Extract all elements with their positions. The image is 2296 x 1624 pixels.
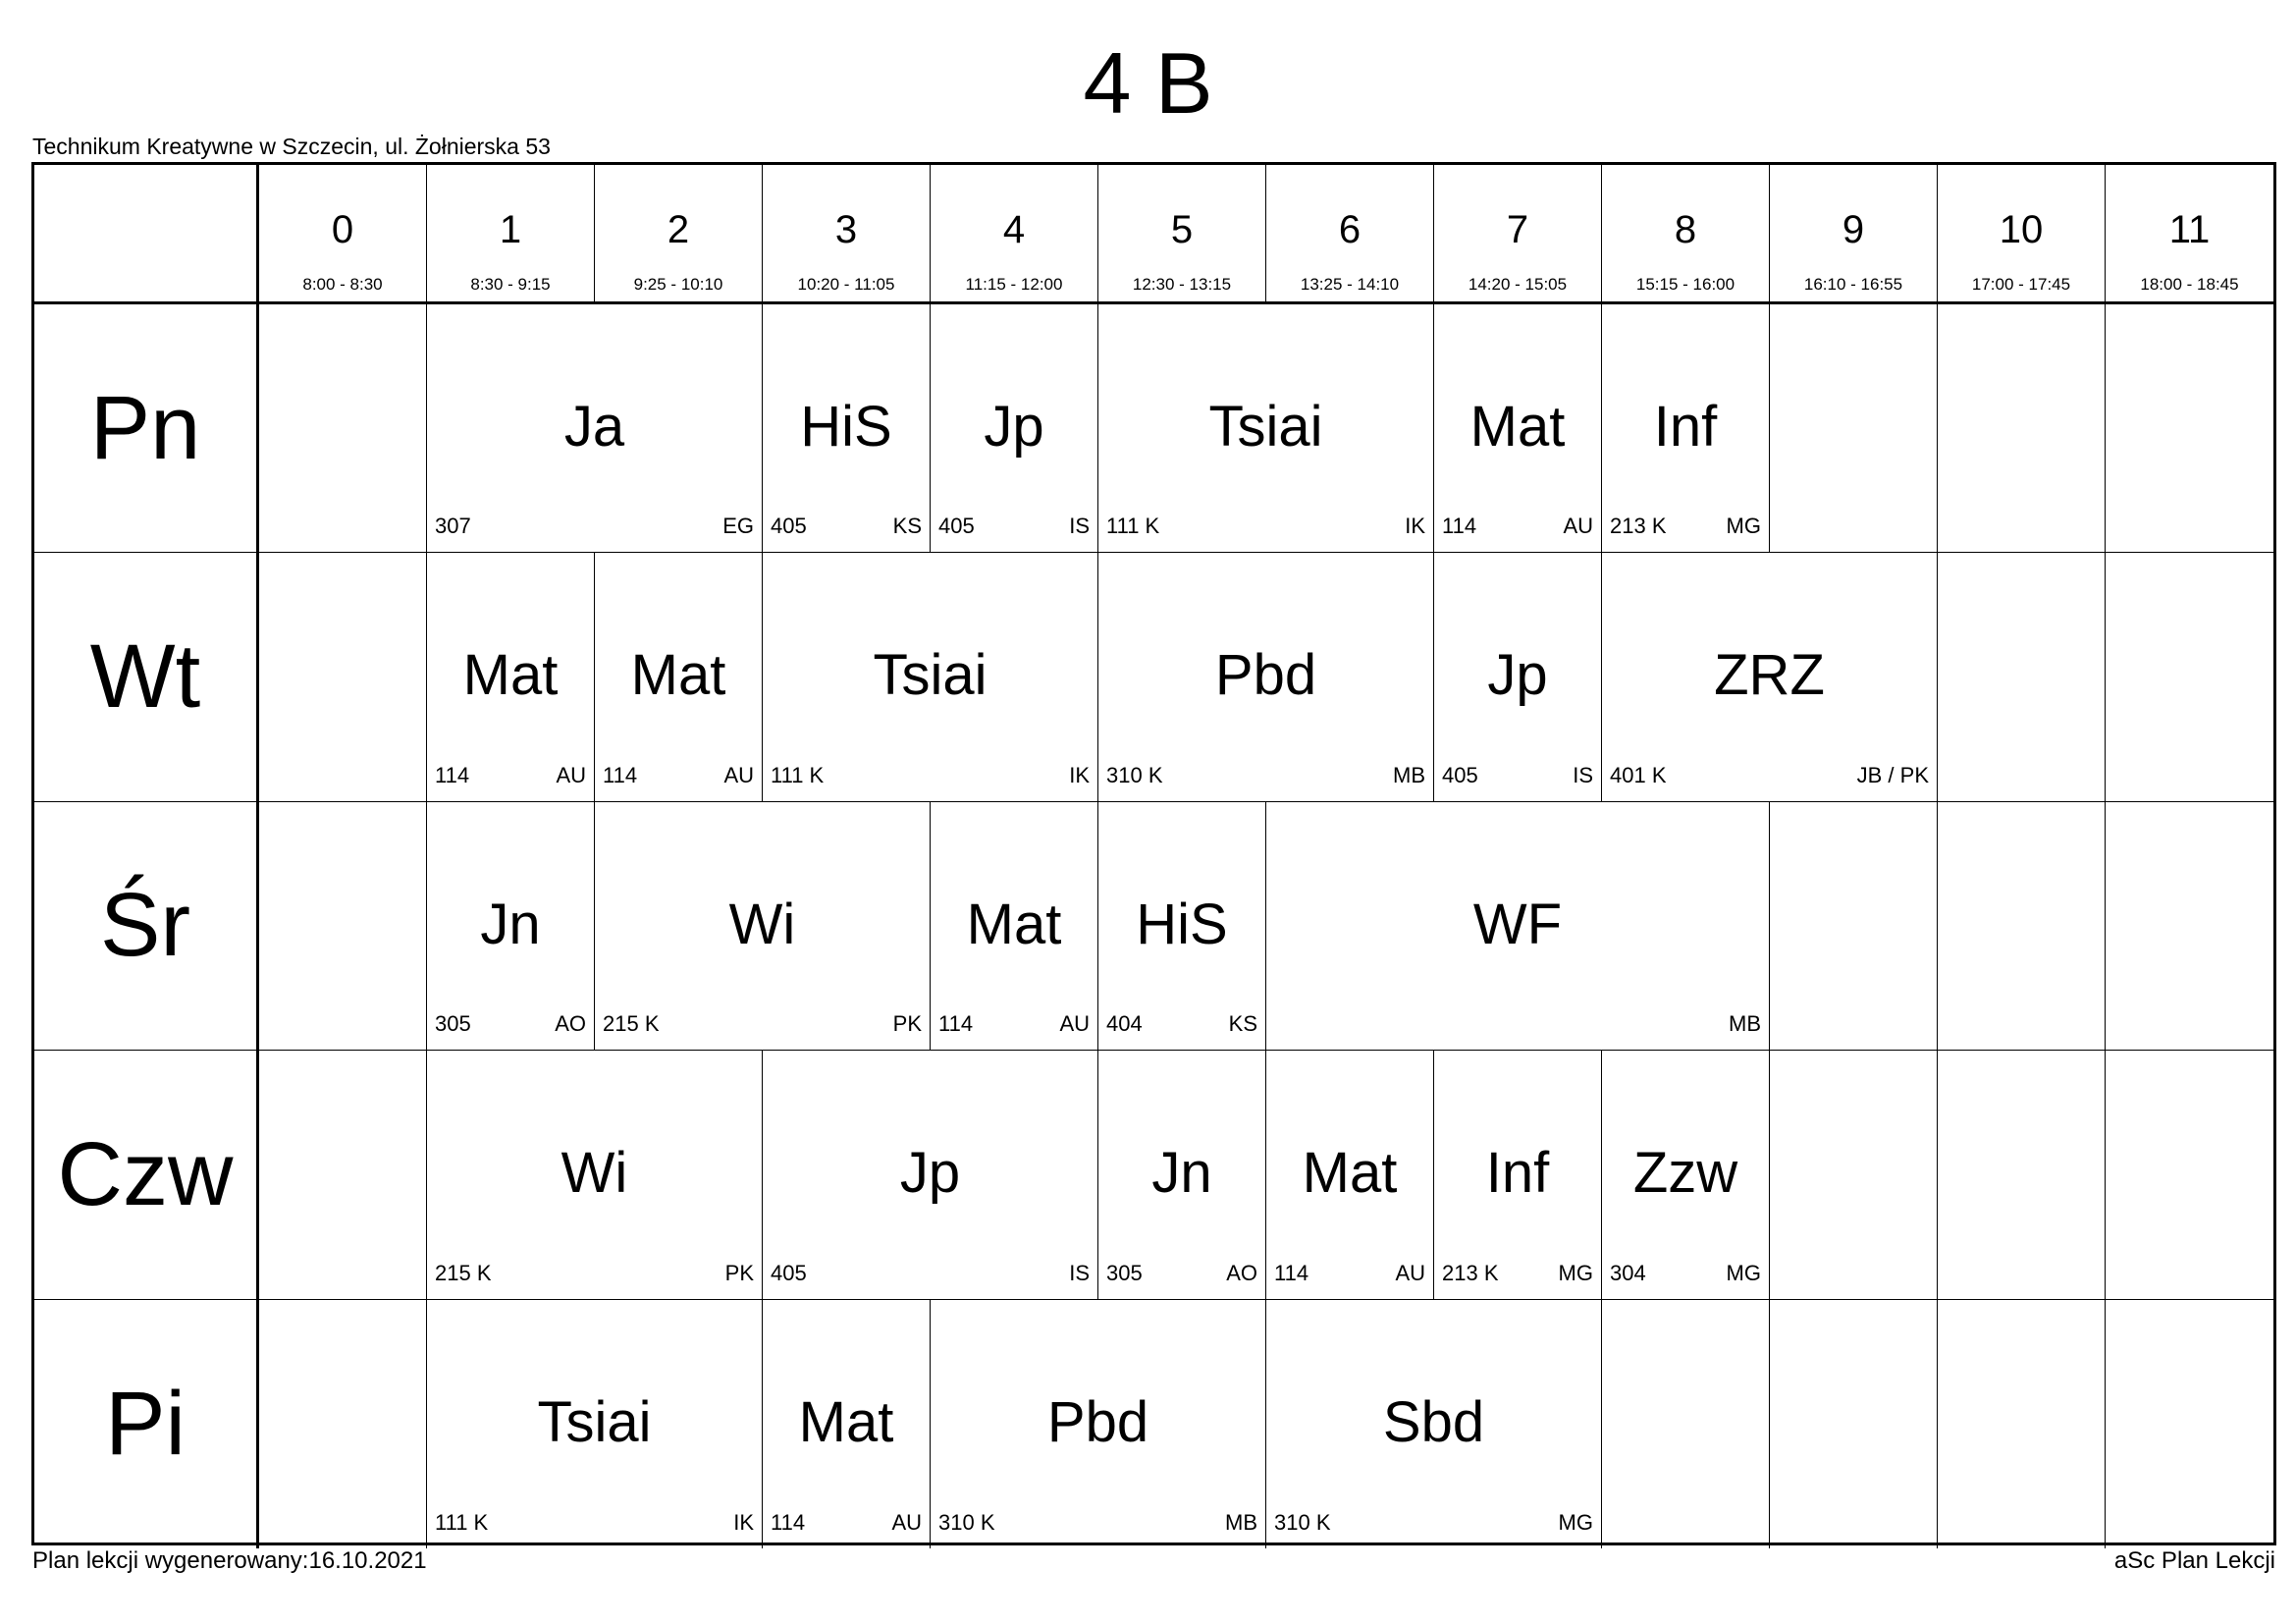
period-header	[1938, 165, 2106, 304]
period-header	[1098, 165, 1266, 304]
period-header	[595, 165, 763, 304]
lesson-room: 114	[1274, 1260, 1309, 1285]
lesson-cell[interactable]	[1602, 1051, 1770, 1299]
lesson-subject: Mat	[798, 1389, 894, 1454]
lesson-cell[interactable]	[1098, 802, 1266, 1051]
lesson-room: 305	[435, 1011, 471, 1037]
lesson-subject: HiS	[800, 395, 892, 459]
lesson-teacher: AU	[1395, 1260, 1425, 1285]
lesson-teacher: JB / PK	[1856, 762, 1929, 787]
lesson-cell[interactable]	[427, 802, 595, 1051]
lesson-cell[interactable]	[931, 802, 1098, 1051]
generated-date: Plan lekcji wygenerowany:16.10.2021	[32, 1547, 427, 1574]
period-header	[763, 165, 931, 304]
period-header	[1434, 165, 1602, 304]
period-time: 8:00 - 8:30	[302, 275, 383, 294]
lesson-cell[interactable]	[1266, 802, 1770, 1051]
empty-slot	[259, 802, 427, 1051]
empty-slot	[1938, 1051, 2106, 1299]
empty-slot	[259, 1300, 427, 1548]
lesson-room: 310 K	[1106, 762, 1163, 787]
lesson-teacher: MG	[1726, 514, 1761, 539]
period-header	[1266, 165, 1434, 304]
lesson-room: 111 K	[771, 762, 825, 787]
lesson-subject: WF	[1472, 892, 1563, 956]
period-time: 12:30 - 13:15	[1132, 275, 1232, 294]
lesson-subject: Inf	[1485, 1141, 1550, 1206]
lesson-room: 307	[435, 514, 471, 539]
lesson-teacher: MB	[1729, 1011, 1761, 1037]
period-time: 15:15 - 16:00	[1635, 275, 1735, 294]
lesson-subject: Ja	[563, 395, 625, 459]
lesson-teacher: AO	[555, 1011, 586, 1037]
day-label: Czw	[34, 1051, 259, 1299]
lesson-teacher: AO	[1226, 1260, 1257, 1285]
empty-slot	[1770, 1300, 1938, 1548]
lesson-subject: Inf	[1653, 395, 1718, 459]
lesson-teacher: IS	[1069, 514, 1090, 539]
day-label: Pi	[34, 1300, 259, 1548]
lesson-teacher: EG	[722, 514, 754, 539]
empty-slot	[259, 304, 427, 553]
lesson-cell[interactable]	[1434, 1051, 1602, 1299]
period-number: 1	[499, 208, 522, 251]
lesson-teacher: PK	[724, 1260, 754, 1285]
lesson-subject: Mat	[1469, 395, 1566, 459]
lesson-teacher: AU	[891, 1509, 922, 1535]
period-header	[427, 165, 595, 304]
lesson-cell[interactable]	[1098, 304, 1434, 553]
lesson-teacher: IS	[1069, 1260, 1090, 1285]
timetable-grid	[31, 162, 2276, 1545]
period-number: 4	[1002, 208, 1026, 251]
lesson-subject: Tsiai	[537, 1389, 652, 1454]
empty-slot	[1770, 1051, 1938, 1299]
empty-slot	[2106, 304, 2273, 553]
period-number: 7	[1506, 208, 1529, 251]
period-number: 0	[331, 208, 354, 251]
lesson-cell[interactable]	[1434, 553, 1602, 801]
empty-slot	[259, 1051, 427, 1299]
period-time: 13:25 - 14:10	[1300, 275, 1400, 294]
empty-slot	[1938, 304, 2106, 553]
lesson-subject: Sbd	[1382, 1389, 1485, 1454]
empty-slot	[2106, 1300, 2273, 1548]
lesson-room: 215 K	[435, 1260, 492, 1285]
lesson-subject: Mat	[1302, 1141, 1398, 1206]
lesson-room: 405	[771, 514, 807, 539]
lesson-room: 404	[1106, 1011, 1143, 1037]
lesson-cell[interactable]	[1602, 553, 1938, 801]
lesson-cell[interactable]	[595, 553, 763, 801]
period-number: 5	[1170, 208, 1194, 251]
lesson-subject: Jp	[1487, 643, 1548, 708]
lesson-subject: Jp	[984, 395, 1044, 459]
empty-slot	[1770, 802, 1938, 1051]
lesson-subject: Tsiai	[1208, 395, 1323, 459]
period-time: 9:25 - 10:10	[633, 275, 723, 294]
lesson-room: 304	[1610, 1260, 1646, 1285]
day-label: Śr	[34, 802, 259, 1051]
empty-slot	[2106, 553, 2273, 801]
lesson-subject: Wi	[728, 892, 796, 956]
empty-slot	[259, 553, 427, 801]
day-label: Pn	[34, 304, 259, 553]
period-number: 11	[2168, 208, 2211, 251]
lesson-subject: Jn	[1151, 1141, 1212, 1206]
lesson-teacher: PK	[892, 1011, 922, 1037]
lesson-teacher: IK	[1405, 514, 1425, 539]
lesson-teacher: MG	[1558, 1260, 1593, 1285]
lesson-cell[interactable]	[427, 1300, 763, 1548]
lesson-subject: Pbd	[1214, 643, 1317, 708]
lesson-cell[interactable]	[595, 802, 931, 1051]
lesson-room: 405	[1442, 762, 1478, 787]
lesson-room: 310 K	[938, 1509, 995, 1535]
lesson-room: 213 K	[1610, 514, 1667, 539]
lesson-subject: HiS	[1136, 892, 1228, 956]
empty-slot	[1938, 802, 2106, 1051]
lesson-room: 111 K	[435, 1509, 489, 1535]
lesson-room: 305	[1106, 1260, 1143, 1285]
lesson-teacher: KS	[892, 514, 922, 539]
lesson-room: 114	[938, 1011, 974, 1037]
empty-slot	[1602, 1300, 1770, 1548]
corner-cell	[34, 165, 259, 304]
lesson-cell[interactable]	[931, 1300, 1266, 1548]
lesson-cell[interactable]	[1098, 1051, 1266, 1299]
lesson-cell[interactable]	[427, 553, 595, 801]
lesson-subject: Wi	[561, 1141, 628, 1206]
period-time: 14:20 - 15:05	[1468, 275, 1568, 294]
lesson-room: 405	[938, 514, 975, 539]
lesson-cell[interactable]	[1434, 304, 1602, 553]
lesson-room: 401 K	[1610, 762, 1667, 787]
lesson-room: 215 K	[603, 1011, 660, 1037]
empty-slot	[1770, 304, 1938, 553]
period-time: 11:15 - 12:00	[965, 275, 1063, 294]
lesson-subject: Mat	[966, 892, 1062, 956]
empty-slot	[1938, 1300, 2106, 1548]
period-header	[931, 165, 1098, 304]
period-number: 2	[667, 208, 690, 251]
lesson-subject: Zzw	[1632, 1141, 1738, 1206]
page-title: 4 B	[1083, 34, 1213, 132]
school-name: Technikum Kreatywne w Szczecin, ul. Żołnierska 53	[32, 134, 551, 159]
lesson-room: 405	[771, 1260, 807, 1285]
empty-slot	[2106, 1051, 2273, 1299]
lesson-cell[interactable]	[1098, 553, 1434, 801]
period-time: 18:00 - 18:45	[2140, 275, 2239, 294]
period-header	[1770, 165, 1938, 304]
lesson-room: 310 K	[1274, 1509, 1331, 1535]
period-time: 8:30 - 9:15	[470, 275, 551, 294]
lesson-cell[interactable]	[427, 1051, 763, 1299]
lesson-subject: Mat	[630, 643, 726, 708]
period-number: 9	[1842, 208, 1865, 251]
period-header	[1602, 165, 1770, 304]
lesson-cell[interactable]	[763, 304, 931, 553]
lesson-teacher: AU	[1563, 514, 1593, 539]
period-number: 8	[1674, 208, 1697, 251]
lesson-cell[interactable]	[1266, 1300, 1602, 1548]
lesson-room: 114	[771, 1509, 806, 1535]
empty-slot	[2106, 802, 2273, 1051]
lesson-cell[interactable]	[1266, 1051, 1434, 1299]
lesson-teacher: MG	[1558, 1509, 1593, 1535]
lesson-teacher: AU	[1059, 1011, 1090, 1037]
software-name: aSc Plan Lekcji	[2113, 1547, 2275, 1574]
lesson-room: 111 K	[1106, 514, 1160, 539]
lesson-room: 114	[435, 762, 470, 787]
period-time: 10:20 - 11:05	[797, 275, 895, 294]
lesson-cell[interactable]	[931, 304, 1098, 553]
period-header	[2106, 165, 2273, 304]
lesson-teacher: IK	[1069, 762, 1090, 787]
period-number: 3	[834, 208, 858, 251]
lesson-subject: Tsiai	[873, 643, 988, 708]
lesson-cell[interactable]	[1602, 304, 1770, 553]
lesson-room: 114	[603, 762, 638, 787]
lesson-teacher: AU	[556, 762, 586, 787]
lesson-room: 213 K	[1442, 1260, 1499, 1285]
period-number: 6	[1338, 208, 1362, 251]
period-header	[259, 165, 427, 304]
lesson-teacher: IK	[733, 1509, 754, 1535]
lesson-subject: Jp	[899, 1141, 961, 1206]
lesson-teacher: IS	[1573, 762, 1593, 787]
lesson-teacher: MG	[1726, 1260, 1761, 1285]
day-label: Wt	[34, 553, 259, 801]
lesson-subject: Mat	[462, 643, 559, 708]
lesson-subject: ZRZ	[1714, 643, 1825, 708]
lesson-cell[interactable]	[763, 1051, 1098, 1299]
empty-slot	[1938, 553, 2106, 801]
lesson-subject: Jn	[480, 892, 541, 956]
period-time: 17:00 - 17:45	[1971, 275, 2071, 294]
period-number: 10	[1999, 208, 2044, 251]
lesson-teacher: KS	[1228, 1011, 1257, 1037]
lesson-cell[interactable]	[763, 553, 1098, 801]
lesson-cell[interactable]	[763, 1300, 931, 1548]
lesson-teacher: AU	[723, 762, 754, 787]
lesson-subject: Pbd	[1046, 1389, 1149, 1454]
lesson-teacher: MB	[1225, 1509, 1257, 1535]
lesson-cell[interactable]	[427, 304, 763, 553]
period-time: 16:10 - 16:55	[1803, 275, 1903, 294]
lesson-room: 114	[1442, 514, 1477, 539]
lesson-teacher: MB	[1393, 762, 1425, 787]
